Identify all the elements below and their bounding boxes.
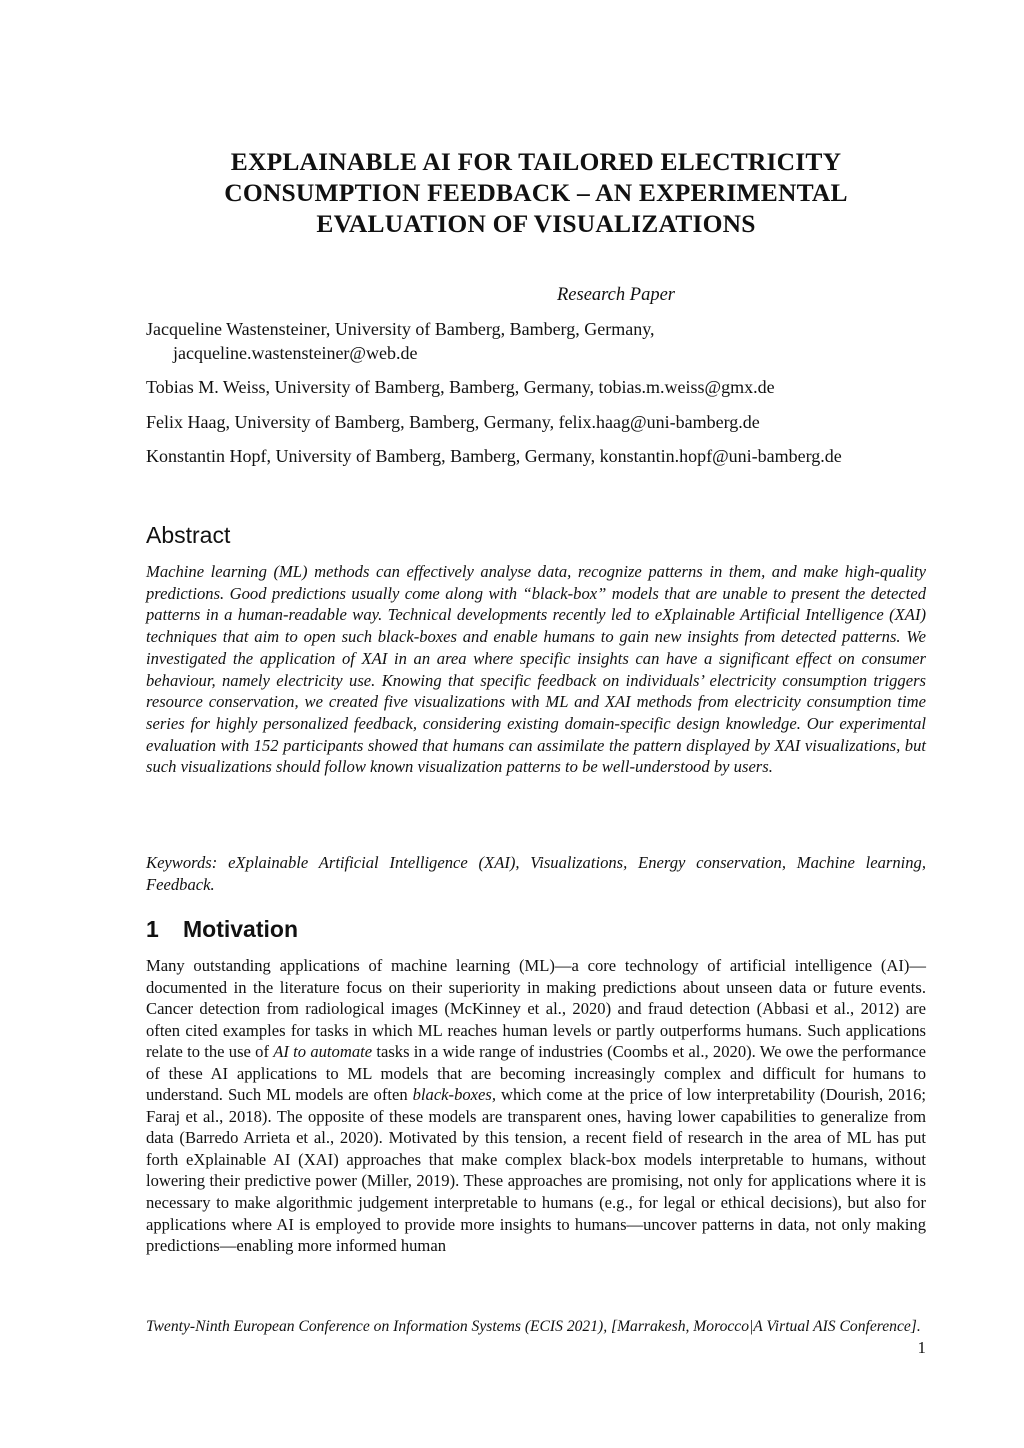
author-entry: Tobias M. Weiss, University of Bamberg, Bamberg, Germany, tobias.m.weiss@gmx.de: [146, 377, 775, 397]
paper-title: [146, 146, 926, 239]
section-heading: [146, 914, 298, 944]
abstract-text: Machine learning (ML) methods can effectively analyse data, recognize patterns in them, and make high-quality predictions. Good predictions usually come along with “black-box” models that are unable to present the detected patterns in a human-readable way. Technical developments recently led to eXplainable Artificial Intelligence (XAI) techniques that aim to open such black-boxes and enable humans to gain new insights from detected patterns. We investigated the application of XAI in an area where specific insights can have a significant effect on consumer behaviour, namely electricity use. Knowing that specific feedback on individuals’ electricity consumption triggers resource conservation, we created five visualizations with ML and XAI methods from electricity consumption time series for highly personalized feedback, considering existing domain-specific design knowledge. Our experimental evaluation with 152 participants showed that humans can assimilate the pattern displayed by XAI visualizations, but such visualizations should follow known visualization patterns to be well-understood by users.: [146, 562, 926, 777]
title-line: CONSUMPTION FEEDBACK – AN EXPERIMENTAL: [224, 178, 848, 207]
section-title: Motivation: [183, 916, 298, 942]
title-line: EXPLAINABLE AI FOR TAILORED ELECTRICITY: [230, 147, 842, 176]
page-number: 1: [917, 1338, 926, 1357]
author-entry: Felix Haag, University of Bamberg, Bamberg, Germany, felix.haag@uni-bamberg.de: [146, 411, 760, 432]
body-emphasis: AI to automate: [273, 1042, 373, 1062]
author-entry: Jacqueline Wastensteiner, University of Bamberg, Bamberg, Germany, jacqueline.wastensteiner@web.de: [146, 319, 655, 363]
body-segment: which come at the price of low interpretability (Dourish, 2016; Faraj et al., 2018). The opposite of these models are transparent ones, having lower capabilities to generalize from data (Barredo Arrieta et al., 2020). Motivated by this tension, a recent field of research in the area of ML has put forth eXplainable AI (XAI) approaches that make complex black-box models interpretable to humans, without lowering their predictive power (Miller, 2019). These approaches are promising, not only for applications where it is necessary to make algorithmic judgement interpretable to humans (e.g., for legal or ethical decisions), but also for applications where AI is employed to provide more insights to humans—uncover patterns in data, not only making predictions—enabling more informed human: [146, 1085, 926, 1256]
keywords-text: Keywords: eXplainable Artificial Intelligence (XAI), Visualizations, Energy conservation, Machine learning, Feedback.: [146, 853, 926, 894]
body-segment: tasks in a wide range of industries (Coombs et al., 2020). We owe the performance of these AI applications to ML models that are becoming increasingly complex and difficult for humans to understand. Such ML models are often: [146, 1042, 926, 1105]
conference-note: Twenty-Ninth European Conference on Information Systems (ECIS 2021), [Marrakesh, Morocco|A Virtual AIS Conference].: [146, 1318, 921, 1335]
section-body-text: [146, 955, 926, 1257]
author-entry: Konstantin Hopf, University of Bamberg, Bamberg, Germany, konstantin.hopf@uni-bamberg.de: [146, 446, 842, 466]
paper-type-label: Research Paper: [557, 285, 675, 305]
author-list: [146, 318, 886, 480]
body-emphasis: black-boxes,: [412, 1085, 496, 1105]
body-segment: Many outstanding applications of machine learning (ML)—a core technology of artificial intelligence (AI)— documented in the literature focus on their superiority in making predictions about unseen data or future events. Cancer detection from radiological images (McKinney et al., 2020) and fraud detection (Abbasi et al., 2012) are often cited examples for tasks in which ML reaches human levels or partly outperforms humans. Such applications relate to the use of: [146, 956, 926, 1062]
section-number: 1: [146, 916, 159, 942]
title-line: EVALUATION OF VISUALIZATIONS: [316, 209, 756, 238]
abstract-heading: Abstract: [146, 522, 231, 548]
page-footer: [146, 1316, 926, 1337]
